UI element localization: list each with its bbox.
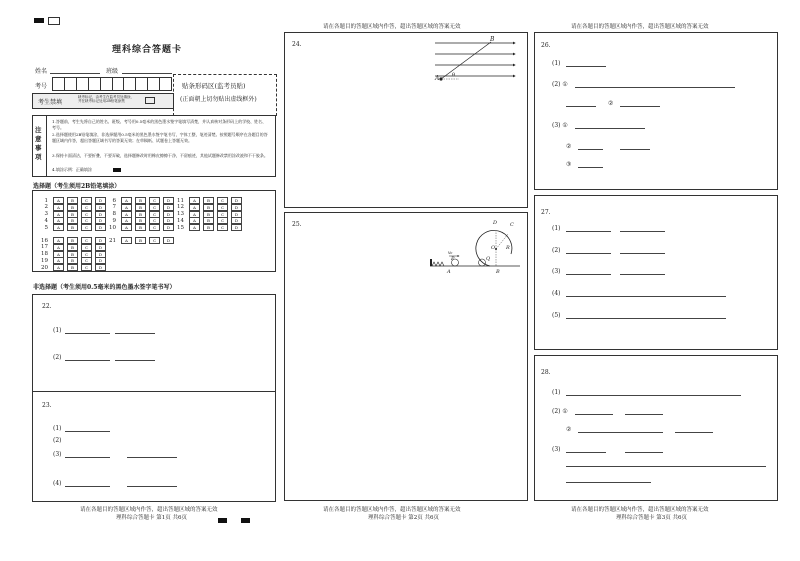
mc-option-bubble[interactable]: B (203, 197, 214, 204)
mc-option-bubble[interactable]: A (121, 217, 132, 224)
footer-note-col2: 请在各题目的答题区域内作答，超出答题区域的答案无效 (323, 507, 461, 513)
id-label: 考号 (35, 83, 48, 90)
q28-part-2-line[interactable] (575, 414, 613, 415)
q23-part-2-label: (2) (53, 437, 62, 444)
mc-question-row (40, 264, 107, 271)
mc-question-number: 18 (41, 251, 48, 258)
mc-option-bubble[interactable]: B (67, 264, 78, 271)
mc-question-row (40, 224, 107, 231)
mc-option-bubble[interactable]: A (189, 224, 200, 231)
mc-question-row (108, 224, 175, 231)
mc-heading: 选择题（考生须用2B铅笔填涂） (33, 183, 121, 190)
mc-option-bubble[interactable]: C (81, 217, 92, 224)
q25-label-r: R (506, 245, 510, 251)
mc-question-number: 21 (109, 237, 116, 244)
q26-part-3b-line-b[interactable] (620, 149, 650, 150)
mc-option-bubble[interactable]: A (121, 204, 132, 211)
mc-option-bubble[interactable]: D (95, 237, 106, 244)
q24-label-angle: θ (452, 72, 456, 78)
mc-option-bubble[interactable]: D (95, 244, 106, 251)
q28-part-1-line[interactable] (566, 395, 741, 396)
q27-answer-area[interactable] (534, 195, 778, 350)
mc-option-bubble[interactable]: B (135, 197, 146, 204)
forbidden-note: 缺考标记，由考生在监考员处填涂，并在缺考标记处用2B铅笔涂黑 (78, 95, 134, 103)
mc-question-number: 17 (41, 244, 48, 251)
mc-question-row (176, 224, 243, 231)
q22-part-1-line[interactable] (65, 333, 110, 334)
mc-option-bubble[interactable]: A (53, 264, 64, 271)
class-field[interactable] (122, 73, 172, 74)
q28-part-2b-line-b[interactable] (675, 432, 713, 433)
class-label: 班级 (106, 68, 119, 75)
mc-option-bubble[interactable]: A (53, 197, 64, 204)
mc-option-bubble[interactable]: B (203, 217, 214, 224)
mc-option-bubble[interactable]: D (95, 217, 106, 224)
mc-option-bubble[interactable]: B (67, 204, 78, 211)
q28-part-3-label: (3) (552, 446, 561, 453)
mc-question-number: 2 (44, 204, 48, 211)
mc-option-bubble[interactable]: A (121, 197, 132, 204)
mc-option-bubble[interactable]: C (149, 224, 160, 231)
mc-option-bubble[interactable]: A (121, 224, 132, 231)
alignment-marker (48, 17, 60, 25)
q28-part-3-line[interactable] (566, 452, 606, 453)
mc-option-bubble[interactable]: D (95, 197, 106, 204)
q28-number: 28. (541, 369, 551, 376)
barcode-subtitle: (正面朝上切勿贴出虚线框外) (180, 96, 257, 103)
mc-option-bubble[interactable]: A (121, 211, 132, 218)
q26-part-1-line[interactable] (566, 66, 606, 67)
mc-option-bubble[interactable]: D (231, 204, 242, 211)
mc-option-bubble[interactable]: B (67, 197, 78, 204)
mc-option-bubble[interactable]: A (53, 257, 64, 264)
q27-part-1-line-b[interactable] (620, 231, 665, 232)
mc-option-bubble[interactable]: B (67, 217, 78, 224)
mc-option-bubble[interactable]: B (203, 224, 214, 231)
q28-part-3-line-d[interactable] (566, 482, 651, 483)
mc-option-bubble[interactable]: C (81, 224, 92, 231)
mc-option-bubble[interactable]: C (149, 211, 160, 218)
mc-option-bubble[interactable]: D (95, 264, 106, 271)
mc-option-bubble[interactable]: B (135, 204, 146, 211)
mc-question-number: 3 (44, 211, 48, 218)
q23-number: 23. (42, 402, 52, 409)
mc-option-bubble[interactable]: B (135, 217, 146, 224)
footer-note-col1: 请在各题目的答题区域内作答，超出答题区域的答案无效 (80, 507, 218, 513)
mc-option-bubble[interactable]: D (163, 224, 174, 231)
q26-part-3b-line[interactable] (578, 149, 603, 150)
q27-part-3-label: (3) (552, 268, 561, 275)
mc-option-bubble[interactable]: A (121, 237, 132, 244)
q22-part-1-line-b[interactable] (115, 333, 155, 334)
mc-option-bubble[interactable]: A (189, 204, 200, 211)
q25-label-b: B (496, 269, 500, 275)
alignment-marker (218, 518, 227, 523)
q25-label-d: D (493, 220, 498, 226)
notice-item-2: 2.选择题使用2B铅笔填涂，非选择题用0.5毫米的黑色墨水签字笔书写，字体工整，笔迹清楚。按照题号顺序在各题目的答题区域内作答，超出答题区域书写的答案无效；在草稿纸、试题卷上答题无效。 (52, 132, 268, 143)
footer-note-col3: 请在各题目的答题区域内作答，超出答题区域的答案无效 (571, 507, 709, 513)
mc-question-number: 5 (44, 224, 48, 231)
notice-item-3: 3.保持卡面清洁，不要折叠，不要弄破，选择题修改时用橡皮擦擦干净，不留痕迹，其他试题修改禁用涂改液和不干胶条。 (52, 153, 268, 158)
mc-option-bubble[interactable]: A (189, 197, 200, 204)
mc-option-bubble[interactable]: D (95, 257, 106, 264)
q25-label-q: Q (486, 256, 491, 262)
q23-part-4-line[interactable] (65, 486, 110, 487)
notice-item-1: 1.答题前，考生先将自己的姓名、班级、考号用0.5毫米的黑色墨水签字笔填写清楚，并认真核对条形码上的学校、姓名、考号。 (52, 119, 267, 130)
q25-number: 25. (292, 221, 302, 228)
mc-option-bubble[interactable]: C (217, 204, 228, 211)
mc-option-bubble[interactable]: A (53, 237, 64, 244)
mc-option-bubble[interactable]: C (81, 237, 92, 244)
mc-option-bubble[interactable]: B (67, 251, 78, 258)
mc-option-bubble[interactable]: C (81, 197, 92, 204)
notice-item-4: 4.填涂示例：正确填涂 (52, 167, 92, 172)
mc-option-bubble[interactable]: A (53, 204, 64, 211)
q27-number: 27. (541, 209, 551, 216)
mc-option-bubble[interactable]: A (189, 217, 200, 224)
mc-question-number: 11 (177, 197, 184, 204)
notice-label: 注意事项 (35, 126, 42, 161)
q26-part-3-line[interactable] (575, 128, 645, 129)
mc-question-number: 20 (41, 264, 48, 271)
mc-option-bubble[interactable]: D (95, 251, 106, 258)
q24-number: 24. (292, 41, 302, 48)
q28-part-3-line-c[interactable] (566, 466, 766, 467)
mc-option-bubble[interactable]: D (163, 237, 174, 244)
q26-part-3-label: (3) ① (552, 122, 568, 129)
q22-part-1-label: (1) (53, 327, 62, 334)
q26-number: 26. (541, 42, 551, 49)
q23-part-3-label: (3) (53, 451, 62, 458)
mc-option-bubble[interactable]: D (163, 204, 174, 211)
mc-option-bubble[interactable]: C (81, 257, 92, 264)
q28-part-2-label: (2) ① (552, 408, 568, 415)
q28-part-2-line-b[interactable] (625, 414, 663, 415)
q27-part-4-line[interactable] (566, 296, 726, 297)
q25-label-c: C (510, 222, 514, 228)
absent-mark-box[interactable] (145, 97, 155, 104)
mc-option-bubble[interactable]: B (67, 237, 78, 244)
q28-part-2b-line[interactable] (578, 432, 663, 433)
mc-option-bubble[interactable]: D (163, 217, 174, 224)
mc-option-bubble[interactable]: C (217, 217, 228, 224)
mc-question-number: 19 (41, 257, 48, 264)
mc-option-bubble[interactable]: B (203, 211, 214, 218)
mc-option-bubble[interactable]: C (81, 204, 92, 211)
q23-part-4-label: (4) (53, 480, 62, 487)
header-note-col3: 请在各题目的答题区域内作答，超出答题区域的答案无效 (571, 24, 709, 30)
q24-label-a: A (435, 75, 440, 82)
mc-question-number: 1 (44, 197, 48, 204)
q27-part-1-line[interactable] (566, 231, 611, 232)
mc-option-bubble[interactable]: B (203, 204, 214, 211)
q27-part-3-line-b[interactable] (620, 274, 665, 275)
mc-option-bubble[interactable]: D (231, 217, 242, 224)
mc-question-number: 6 (112, 197, 116, 204)
mc-option-bubble[interactable]: D (231, 197, 242, 204)
mc-option-bubble[interactable]: B (67, 211, 78, 218)
mc-option-bubble[interactable]: C (217, 197, 228, 204)
footer-page-col3: 理科综合答题卡 第3页 共6页 (616, 515, 687, 521)
mc-option-bubble[interactable]: C (149, 204, 160, 211)
q22-part-2-line[interactable] (65, 360, 110, 361)
mc-question-number: 16 (41, 237, 48, 244)
correct-fill-sample (113, 168, 121, 172)
q26-part-2-label: (2) ① (552, 81, 568, 88)
mc-option-bubble[interactable]: D (95, 204, 106, 211)
q23-part-4-line-b[interactable] (127, 486, 177, 487)
barcode-title: 贴条形码区(监考员贴) (182, 82, 246, 90)
q22-number: 22. (42, 303, 52, 310)
mc-option-bubble[interactable]: A (53, 211, 64, 218)
mc-option-bubble[interactable]: C (149, 217, 160, 224)
mc-option-bubble[interactable]: C (81, 251, 92, 258)
mc-question-number: 13 (177, 211, 184, 218)
mc-question-number: 4 (44, 217, 48, 224)
mc-question-number: 12 (177, 204, 184, 211)
mc-question-number: 10 (109, 224, 116, 231)
mc-option-bubble[interactable]: D (95, 224, 106, 231)
mc-option-bubble[interactable]: A (53, 251, 64, 258)
q24-label-b: B (490, 36, 495, 43)
q25-label-o: O (491, 245, 496, 251)
mc-option-bubble[interactable]: D (231, 224, 242, 231)
mc-question-number: 7 (112, 204, 116, 211)
q27-part-1-label: (1) (552, 225, 561, 232)
mc-option-bubble[interactable]: B (135, 224, 146, 231)
mc-option-bubble[interactable]: A (53, 224, 64, 231)
mc-option-bubble[interactable]: C (149, 237, 160, 244)
q25-label-a: A (447, 269, 451, 275)
q28-part-1-label: (1) (552, 389, 561, 396)
q22-part-2-label: (2) (53, 354, 62, 361)
q22-part-2-line-b[interactable] (115, 360, 155, 361)
q25-label-v: v₀ (448, 251, 453, 256)
q27-part-2-line[interactable] (566, 253, 611, 254)
q26-part-3c-line[interactable] (578, 167, 603, 168)
mc-question-number: 8 (112, 211, 116, 218)
alignment-marker (241, 518, 250, 523)
mc-option-bubble[interactable]: B (67, 244, 78, 251)
mc-option-bubble[interactable]: A (53, 244, 64, 251)
q26-part-2b-line[interactable] (620, 106, 660, 107)
q27-part-2-line-b[interactable] (620, 253, 665, 254)
forbidden-label: 考生禁填 (38, 99, 63, 106)
q23-part-3-line-b[interactable] (127, 457, 177, 458)
mc-option-bubble[interactable]: A (53, 217, 64, 224)
q25-label-p: P (451, 256, 455, 262)
q26-part-3b-label: ② (566, 143, 572, 150)
q27-part-2-label: (2) (552, 247, 561, 254)
q23-part-3-line[interactable] (65, 457, 110, 458)
mc-option-bubble[interactable]: C (217, 224, 228, 231)
id-grid[interactable] (52, 77, 172, 91)
mc-question-number: 15 (177, 224, 184, 231)
q23-part-1-line[interactable] (65, 431, 110, 432)
mc-option-bubble[interactable]: D (95, 211, 106, 218)
mc-question-number: 14 (177, 217, 184, 224)
name-field[interactable] (50, 73, 100, 74)
name-label: 姓名 (35, 68, 48, 75)
mc-option-bubble[interactable]: B (135, 237, 146, 244)
mc-option-bubble[interactable]: D (163, 197, 174, 204)
header-note-col2: 请在各题目的答题区域内作答，超出答题区域的答案无效 (323, 24, 461, 30)
mc-option-bubble[interactable]: C (81, 264, 92, 271)
q28-part-2b-label: ② (566, 426, 572, 433)
mc-option-bubble[interactable]: B (135, 211, 146, 218)
q26-part-3c-label: ③ (566, 161, 572, 168)
mc-question-number: 9 (112, 217, 116, 224)
q26-part-2-line[interactable] (575, 87, 735, 88)
q22-answer-area[interactable] (32, 294, 276, 392)
mc-option-bubble[interactable]: C (149, 197, 160, 204)
footer-page-col1: 理科综合答题卡 第1页 共6页 (116, 515, 187, 521)
q27-part-4-label: (4) (552, 290, 561, 297)
q27-part-5-line[interactable] (566, 318, 726, 319)
mc-option-bubble[interactable]: C (217, 211, 228, 218)
q23-part-1-label: (1) (53, 425, 62, 432)
mc-question-row (108, 237, 175, 244)
q28-part-3-line-b[interactable] (625, 452, 663, 453)
mc-option-bubble[interactable]: D (231, 211, 242, 218)
mc-option-bubble[interactable]: C (81, 244, 92, 251)
non-mc-heading: 非选择题（考生须用0.5毫米的黑色墨水签字笔书写） (33, 284, 176, 291)
mc-option-bubble[interactable]: D (163, 211, 174, 218)
q25-diagram (428, 218, 523, 284)
mc-option-bubble[interactable]: B (67, 224, 78, 231)
q27-part-3-line[interactable] (566, 274, 611, 275)
q27-part-5-label: (5) (552, 312, 561, 319)
q26-part-2-line-b[interactable] (566, 106, 596, 107)
alignment-marker (34, 18, 44, 23)
mc-option-bubble[interactable]: C (81, 211, 92, 218)
q26-part-1-label: (1) (552, 60, 561, 67)
mc-option-bubble[interactable]: A (189, 211, 200, 218)
q26-part-2b-label: ② (608, 100, 614, 107)
card-title: 理科综合答题卡 (112, 45, 183, 55)
mc-option-bubble[interactable]: B (67, 257, 78, 264)
footer-page-col2: 理科综合答题卡 第2页 共6页 (368, 515, 439, 521)
